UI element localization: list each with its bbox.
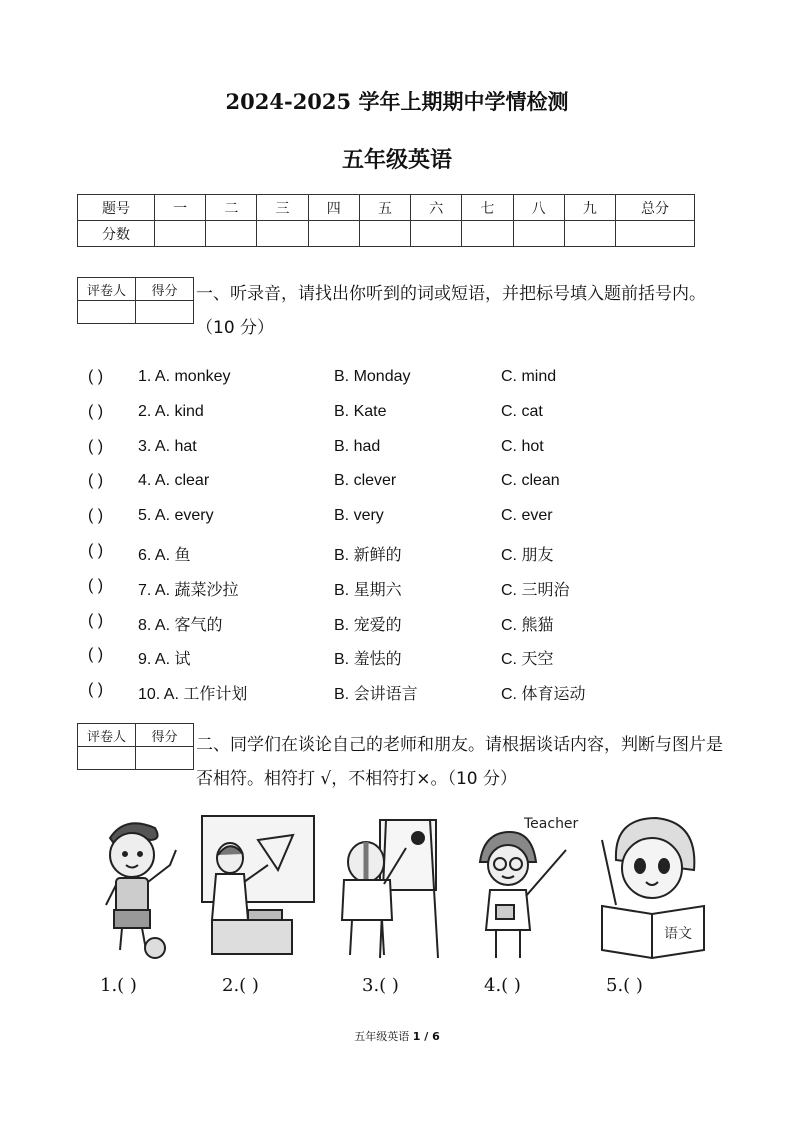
option-a: 3. A. hat xyxy=(138,437,197,455)
book-label: 语文 xyxy=(664,926,692,942)
grader-label: 评卷人 xyxy=(78,724,136,747)
score-table-header-row xyxy=(78,195,695,221)
option-c: C. 熊猫 xyxy=(501,616,554,634)
teacher-at-blackboard-icon xyxy=(198,810,318,960)
score-header-cell: 一 xyxy=(155,195,206,221)
score-header-cell: 七 xyxy=(462,195,513,221)
score-header-cell: 六 xyxy=(411,195,462,221)
option-c: C. 三明治 xyxy=(501,581,570,599)
option-b: B. 会讲语言 xyxy=(334,686,418,704)
page-footer xyxy=(0,1028,794,1044)
option-b: B. had xyxy=(334,437,381,455)
option-c: C. clean xyxy=(501,472,560,490)
score-row-label: 分数 xyxy=(78,221,155,247)
answer-3[interactable]: 3.( ) xyxy=(362,975,399,996)
score-cell[interactable] xyxy=(513,221,564,247)
option-a: 5. A. every xyxy=(138,507,214,525)
grader-box xyxy=(77,723,194,770)
score-header-cell: 三 xyxy=(257,195,308,221)
option-a: 10. A. 工作计划 xyxy=(138,686,248,704)
answer-4[interactable]: 4.( ) xyxy=(484,975,521,996)
option-c: C. mind xyxy=(501,368,557,385)
score-cell[interactable] xyxy=(206,221,257,247)
grader-box xyxy=(77,277,194,324)
page-number: 1 / 6 xyxy=(412,1030,440,1043)
option-c: C. 天空 xyxy=(501,651,554,669)
option-a: 2. A. kind xyxy=(138,402,204,420)
grader-cell[interactable] xyxy=(78,747,136,770)
option-b: B. 羞怯的 xyxy=(334,651,402,669)
answer-blank[interactable]: ( ) xyxy=(88,542,104,559)
answer-blank[interactable]: ( ) xyxy=(88,472,104,490)
score-table xyxy=(77,194,695,247)
score-label: 得分 xyxy=(136,278,194,301)
score-header-cell: 四 xyxy=(308,195,359,221)
answer-blank[interactable]: ( ) xyxy=(88,681,104,699)
score-cell[interactable] xyxy=(136,747,194,770)
score-cell[interactable] xyxy=(308,221,359,247)
score-label: 得分 xyxy=(136,724,194,747)
score-header-cell: 二 xyxy=(206,195,257,221)
score-cell[interactable] xyxy=(136,301,194,324)
option-b: B. very xyxy=(334,507,384,525)
section2-instruction: 二、同学们在谈论自己的老师和朋友。请根据谈话内容，判断与图片是否相符。相符打 √，不相符打×。（10 分） xyxy=(196,735,723,789)
option-a: 4. A. clear xyxy=(138,472,210,490)
grader-cell[interactable] xyxy=(78,301,136,324)
option-c: C. 朋友 xyxy=(501,547,554,564)
footer-text: 五年级英语 xyxy=(354,1030,410,1043)
score-table-score-row xyxy=(78,221,695,247)
answer-2[interactable]: 2.( ) xyxy=(222,975,259,996)
exam-title: 2024-2025 学年上期期中学情检测 xyxy=(225,89,569,114)
score-header-cell: 八 xyxy=(513,195,564,221)
answer-blank[interactable]: ( ) xyxy=(88,646,104,664)
answer-blank[interactable]: ( ) xyxy=(88,507,104,525)
score-cell[interactable] xyxy=(616,221,695,247)
score-cell[interactable] xyxy=(257,221,308,247)
answer-blank[interactable]: ( ) xyxy=(88,368,104,385)
option-b: B. clever xyxy=(334,472,397,490)
teacher-label: Teacher xyxy=(524,816,579,832)
grader-label: 评卷人 xyxy=(78,278,136,301)
score-cell[interactable] xyxy=(155,221,206,247)
option-c: C. ever xyxy=(501,507,553,525)
answer-5[interactable]: 5.( ) xyxy=(606,975,643,996)
option-c: C. 体育运动 xyxy=(501,686,586,704)
boy-with-ball-icon xyxy=(80,810,200,960)
score-cell[interactable] xyxy=(411,221,462,247)
option-b: B. 新鲜的 xyxy=(334,547,402,564)
score-header-cell: 五 xyxy=(359,195,410,221)
answer-blank[interactable]: ( ) xyxy=(88,437,104,455)
score-header-cell: 九 xyxy=(564,195,615,221)
option-b: B. Kate xyxy=(334,402,387,420)
option-a: 6. A. 鱼 xyxy=(138,547,191,564)
teacher-with-glasses-icon xyxy=(466,810,586,960)
option-c: C. hot xyxy=(501,437,544,455)
girl-painting-icon xyxy=(330,810,450,960)
option-a: 1. A. monkey xyxy=(138,368,231,385)
score-header-cell: 题号 xyxy=(78,195,155,221)
score-cell[interactable] xyxy=(462,221,513,247)
score-cell[interactable] xyxy=(359,221,410,247)
section1-instruction: 一、听录音，请找出你听到的词或短语，并把标号填入题前括号内。（10 分） xyxy=(196,284,706,338)
option-a: 7. A. 蔬菜沙拉 xyxy=(138,581,239,599)
option-c: C. cat xyxy=(501,402,543,420)
answer-1[interactable]: 1.( ) xyxy=(100,975,137,996)
score-header-cell: 总分 xyxy=(616,195,695,221)
option-b: B. 宠爱的 xyxy=(334,616,402,634)
option-a: 9. A. 试 xyxy=(138,651,191,669)
option-b: B. Monday xyxy=(334,368,411,385)
answer-blank[interactable]: ( ) xyxy=(88,611,104,629)
answer-blank[interactable]: ( ) xyxy=(88,576,104,594)
option-b: B. 星期六 xyxy=(334,581,402,599)
answer-blank[interactable]: ( ) xyxy=(88,402,104,420)
girl-with-book-icon xyxy=(594,810,714,960)
score-cell[interactable] xyxy=(564,221,615,247)
option-a: 8. A. 客气的 xyxy=(138,616,223,634)
exam-subtitle: 五年级英语 xyxy=(341,147,452,173)
